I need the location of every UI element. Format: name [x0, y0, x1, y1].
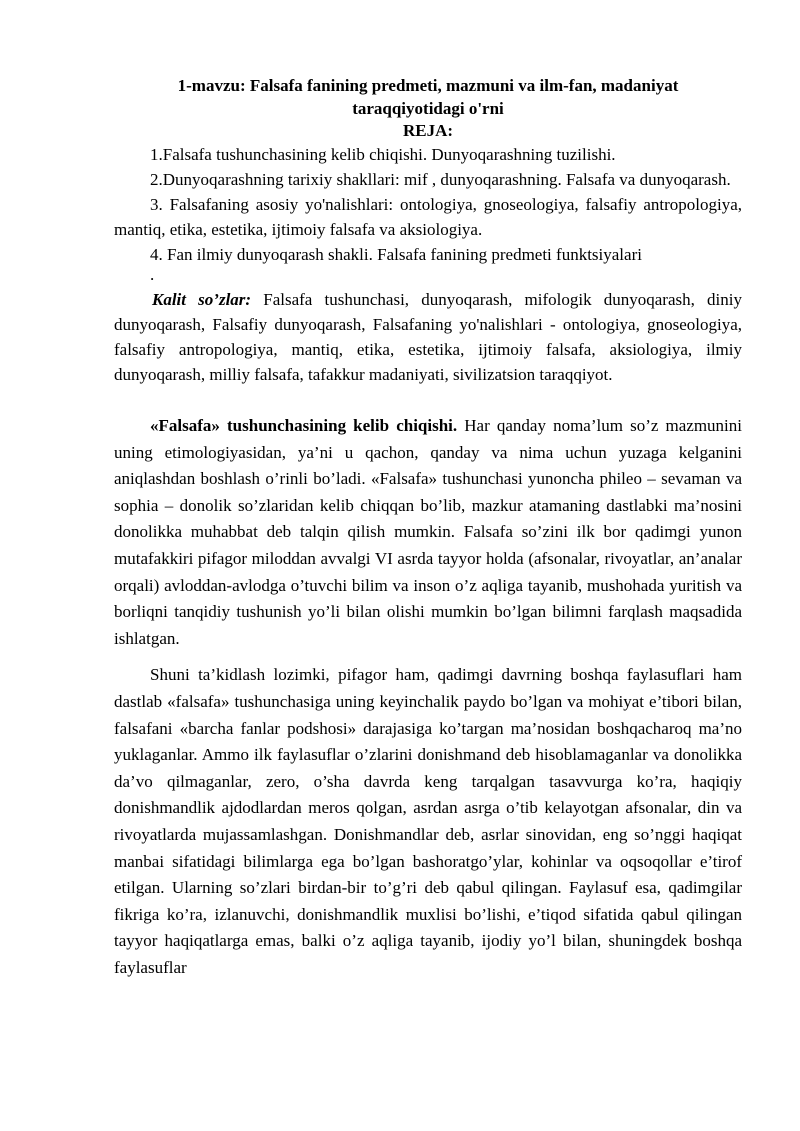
plan-item-3: 3. Falsafaning asosiy yo'nalishlari: ontologiya, gnoseologiya, falsafiy antropologiya, mantiq, etika, estetika, ijtimoiy falsafa va aksiologiya. [114, 195, 742, 239]
keywords-text: Falsafa tushunchasi, dunyoqarash, mifologik dunyoqarash, diniy dunyoqarash, Falsafiy dunyoqarash, Falsafaning yo'nalishlari - ontologiya, gnoseologiya, falsafiy antropologiya, mantiq, etika, estetika, ijtimoiy falsafa, aksiologiya, ilmiy dunyoqarash, milliy falsafa, tafakkur madaniyati, sivilizatsion taraqqiyot. [114, 290, 742, 384]
spacer [114, 387, 742, 413]
plan-item-1: 1.Falsafa tushunchasining kelib chiqishi. Dunyoqarashning tuzilishi. [150, 145, 616, 164]
keywords-paragraph [114, 287, 742, 387]
document-content [114, 74, 742, 981]
paragraph-spacer [114, 652, 742, 662]
document-title [114, 74, 742, 120]
section-heading: «Falsafa» tushunchasining kelib chiqishi. [150, 416, 458, 435]
title-line-1: 1-mavzu: Falsafa fanining predmeti, mazmuni va ilm-fan, madaniyat [177, 76, 679, 95]
paragraph-2: Shuni ta’kidlash lozimki, pifagor ham, qadimgi davrning boshqa faylasuflari ham dastlab «falsafa» tushunchasiga uning keyinchalik paydo bo’lgan va mohiyat e’tibori bilan, falsafani «barcha fanlar podshosi» darajasiga ko’targan ma’nosidan boshqacharoq ma’no yuklaganlar. Ammo ilk faylasuflar o’zlarini donishmand deb hisoblamaganlar va donolikka da’vo qilmaganlar, zero, o’sha davrda keng tarqalgan tasavvurga ko’ra, haqiqiy donishmandlik ajdodlardan meros qolgan, asrdan asrga o’tib kelayotgan afsonalar, din va rivoyatlarda mujassamlashgan. Donishmandlar deb, asrlar sinovidan, eng so’nggi haqiqat manbai sifatidagi bilimlarga ega bo’lgan bashoratgo’ylar, kohinlar va oqsoqollar e’tirof etilgan. Ularning so’zlari birdan-bir to’g’ri deb qabul qilingan. Faylasuf esa, qadimgilar fikriga ko’ra, izlanuvchi, donishmandlik muxlisi bo’lishi, e’tiqod sifatida qabul qilingan tayyor haqiqatlarga emas, balki o’z aqliga tayanib, ijodiy yo’l bilan, shuningdek boshqa faylasuflar [114, 665, 742, 977]
paragraph-1-text: Har qanday noma’lum so’z mazmunini uning etimologiyasidan, ya’ni u qachon, qanday va nima uchun yuzaga kelganini aniqlashdan boshlash o’rinli bo’ladi. «Falsafa» tushunchasi yunoncha phileo – sevaman va sophia – donolik so’zlaridan kelib chiqqan bo’lib, mazkur atamaning dastlabki ma’nosini donolikka muhabbat deb talqin qilish mumkin. Falsafa so’zini ilk bor qadimgi yunon mutafakkiri pifagor miloddan avvalgi VI asrda tayyor holda (afsonalar, rivoyatlar, an’analar orqali) avloddan-avlodga o’tuvchi bilim va inson o’z aqliga tayanib, mushohada yuritish va borliqni tanqidiy tushunish yo’li bilan olishi mumkin bo’lgan bilimni farqlash maqsadida ishlatgan. [114, 416, 742, 648]
plan-item-2: 2.Dunyoqarashning tarixiy shakllari: mif , dunyoqarashning. Falsafa va dunyoqarash. [150, 170, 731, 189]
paragraph-1 [114, 413, 742, 652]
plan-dot: . [150, 265, 155, 284]
plan-heading: REJA: [402, 121, 454, 140]
plan-item-4: 4. Fan ilmiy dunyoqarash shakli. Falsafa fanining predmeti funktsiyalari [150, 245, 642, 264]
keywords-label: Kalit so’zlar: [152, 290, 252, 309]
title-line-2: taraqqiyotidagi o'rni [352, 99, 504, 118]
